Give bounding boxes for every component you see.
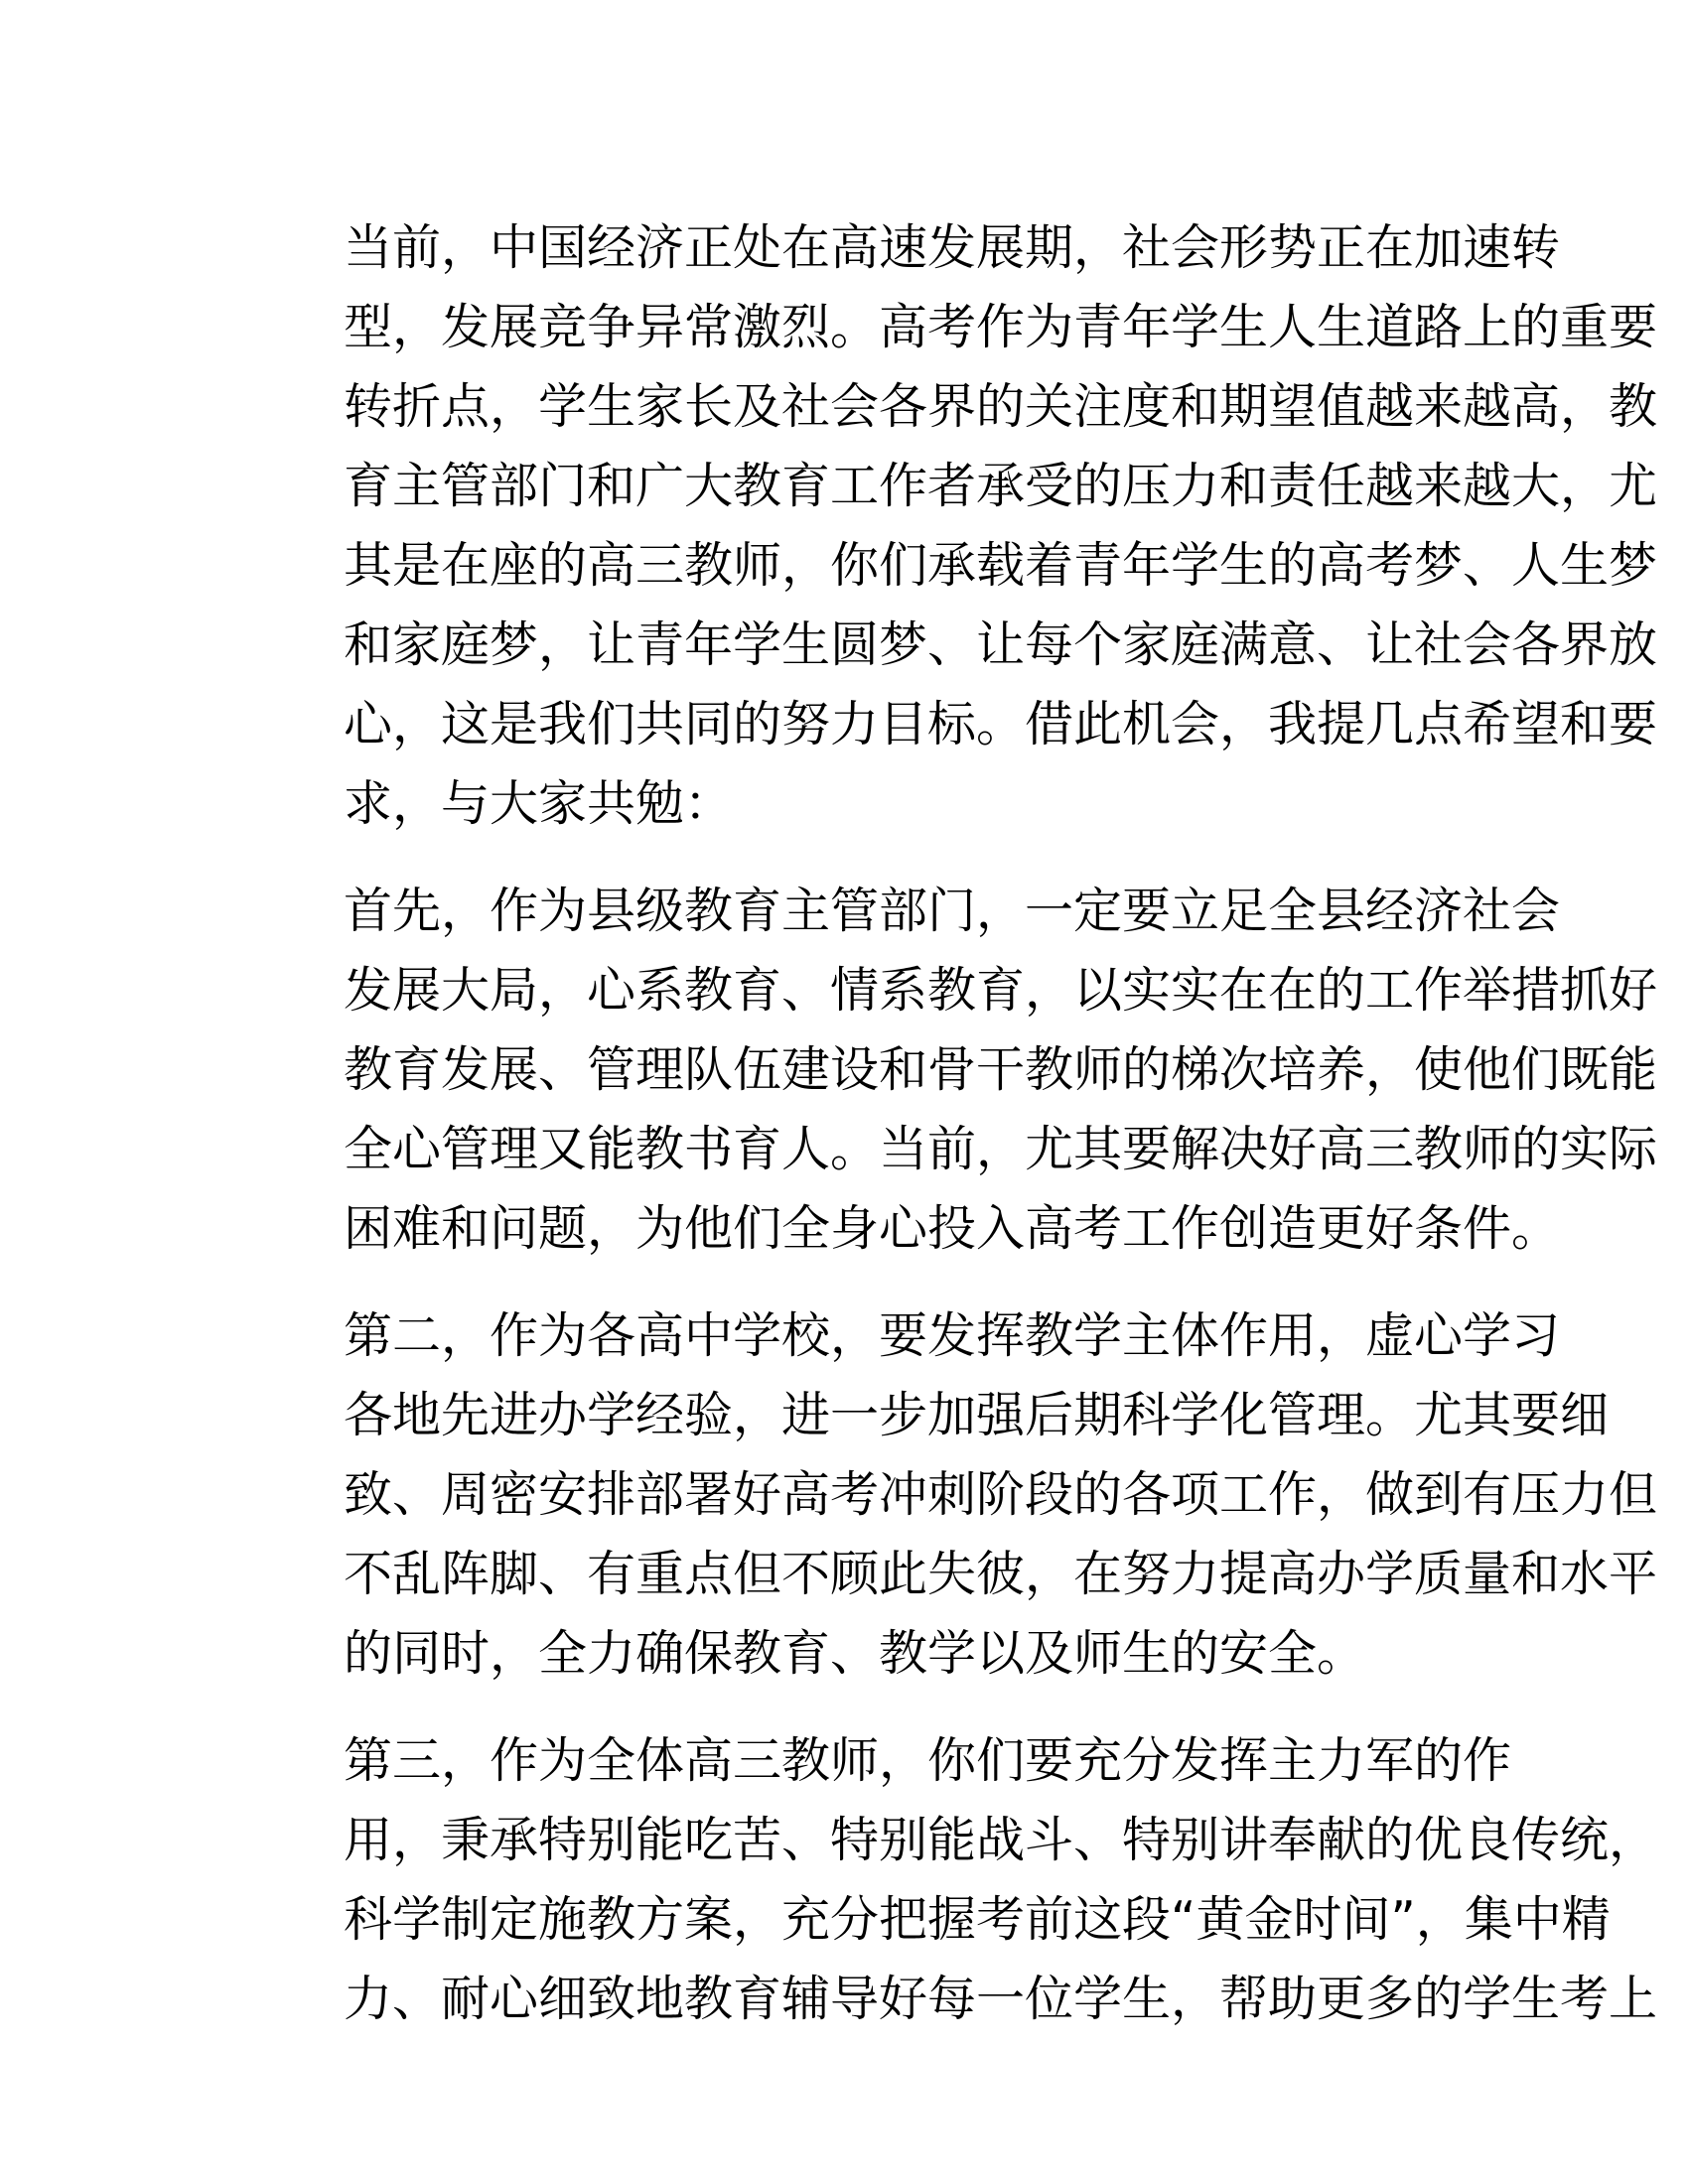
text-line: 和家庭梦，让青年学生圆梦、让每个家庭满意、让社会各界放: [344, 616, 1658, 673]
paragraph-intro: [246, 208, 1658, 844]
text-line: 转折点，学生家长及社会各界的关注度和期望值越来越高，教: [344, 378, 1658, 435]
text-line: 科学制定施教方案，充分把握考前这段“黄金时间”，集中精: [344, 1891, 1611, 1948]
text-line: 其是在座的高三教师，你们承载着青年学生的高考梦、人生梦: [344, 537, 1658, 594]
paragraph-first-point: [246, 872, 1658, 1269]
text-line: 力、耐心细致地教育辅导好每一位学生，帮助更多的学生考上: [344, 1971, 1658, 2027]
text-line: 的同时，全力确保教育、教学以及师生的安全。: [344, 1625, 1366, 1682]
text-line: 用，秉承特别能吃苦、特别能战斗、特别讲奉献的优良传统，: [344, 1812, 1658, 1868]
text-line: 发展大局，心系教育、情系教育，以实实在在的工作举措抓好: [344, 962, 1658, 1019]
text-line: 不乱阵脚、有重点但不顾此失彼，在努力提高办学质量和水平: [344, 1546, 1658, 1602]
text-line: 首先，作为县级教育主管部门，一定要立足全县经济社会: [344, 883, 1561, 939]
text-line: 型，发展竞争异常激烈。高考作为青年学生人生道路上的重要: [344, 299, 1658, 355]
text-line: 第三，作为全体高三教师，你们要充分发挥主力军的作: [344, 1732, 1512, 1789]
text-line: 当前，中国经济正处在高速发展期，社会形势正在加速转: [344, 219, 1561, 276]
text-line: 心，这是我们共同的努力目标。借此机会，我提几点希望和要: [344, 696, 1658, 752]
text-line: 致、周密安排部署好高考冲刺阶段的各项工作，做到有压力但: [344, 1466, 1658, 1523]
text-line: 全心管理又能教书育人。当前，尤其要解决好高三教师的实际: [344, 1121, 1658, 1177]
text-line: 教育发展、管理队伍建设和骨干教师的梯次培养，使他们既能: [344, 1041, 1658, 1098]
text-line: 育主管部门和广大教育工作者承受的压力和责任越来越大，尤: [344, 458, 1658, 514]
paragraph-second-point: [246, 1297, 1658, 1694]
text-line: 求，与大家共勉：: [344, 775, 734, 832]
text-line: 困难和问题，为他们全身心投入高考工作创造更好条件。: [344, 1200, 1561, 1257]
text-line: 各地先进办学经验，进一步加强后期科学化管理。尤其要细: [344, 1387, 1610, 1443]
body-text: [246, 208, 1658, 2067]
text-line: 第二，作为各高中学校，要发挥教学主体作用，虚心学习: [344, 1307, 1561, 1364]
paragraph-third-point: [246, 1721, 1658, 2039]
